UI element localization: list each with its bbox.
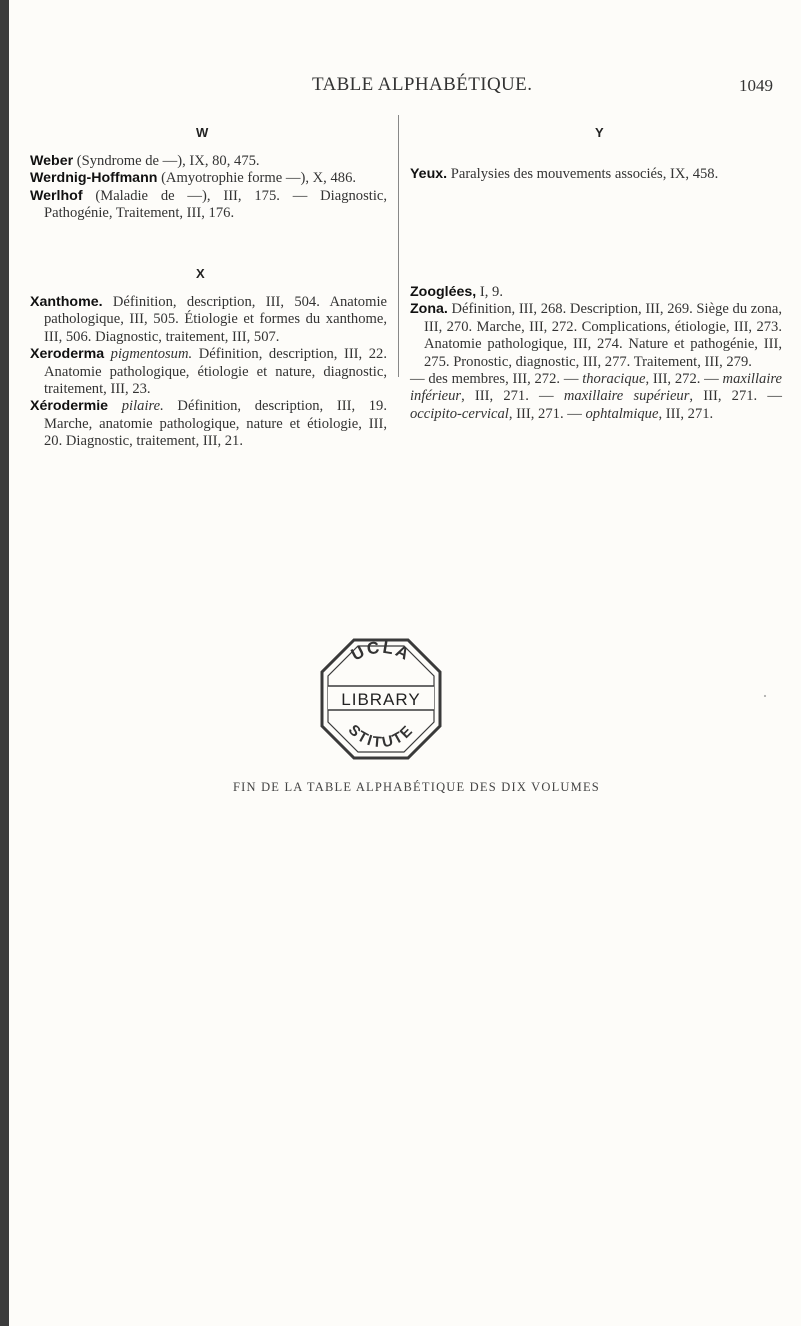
- column-divider: [398, 115, 399, 377]
- section-y: [410, 166, 782, 183]
- page-number: 1049: [739, 76, 773, 95]
- index-entry: Zona. Définition, III, 268. Description, III, 269. Siège du zona, III, 270. Marche, III, 272. Complications, étiologie, III, 273. Anatomie pathologique, III, 274. Nature et pathogénie, III, 275. Pronostic, diagnostic, III, 277. Traitement, III, 279.: [410, 301, 782, 370]
- page-edge: [0, 0, 9, 1326]
- index-entry: Xanthome. Définition, description, III, 504. Anatomie pathologique, III, 505. Étiologie et formes du xanthome, III, 506. Diagnostic, traitement, III, 507.: [30, 294, 387, 345]
- index-entry: Zooglées, I, 9.: [410, 284, 503, 300]
- index-entry: Werlhof (Maladie de —), III, 175. — Diagnostic, Pathogénie, Traitement, III, 176.: [30, 187, 387, 222]
- colophon: FIN DE LA TABLE ALPHABÉTIQUE DES DIX VOLUMES: [233, 780, 600, 794]
- section-w: [30, 153, 387, 223]
- library-stamp: [316, 634, 446, 764]
- svg-text:STITUTE: STITUTE: [344, 721, 418, 752]
- stamp-label: LIBRARY: [341, 690, 421, 709]
- index-subentry: — des membres, III, 272. — thoracique, III, 272. — maxillaire inférieur, III, 271. — maxillaire supérieur, III, 271. — occipito-cervical, III, 271. — ophtalmique, III, 271.: [410, 371, 782, 422]
- stray-mark: ·: [762, 686, 768, 706]
- index-entry: Xérodermie pilaire. Définition, description, III, 19. Marche, anatomie pathologique, nature et étiologie, III, 20. Diagnostic, traitement, III, 21.: [30, 398, 387, 450]
- section-z: [410, 284, 782, 423]
- running-head: TABLE ALPHABÉTIQUE.: [312, 74, 533, 95]
- svg-text:UCLA: UCLA: [348, 637, 414, 665]
- section-letter-y: Y: [595, 125, 604, 140]
- index-entry: Weber (Syndrome de —), IX, 80, 475.: [30, 153, 260, 169]
- section-letter-x: X: [196, 266, 205, 281]
- index-entry: Yeux. Paralysies des mouvements associés, IX, 458.: [410, 166, 719, 182]
- section-x: [30, 294, 387, 451]
- index-entry: Xeroderma pigmentosum. Définition, description, III, 22. Anatomie pathologique, étiologie et nature, diagnostic, traitement, III, 23.: [30, 346, 387, 398]
- index-entry: Werdnig-Hoffmann (Amyotrophie forme —), X, 486.: [30, 170, 357, 187]
- section-letter-w: W: [196, 125, 209, 140]
